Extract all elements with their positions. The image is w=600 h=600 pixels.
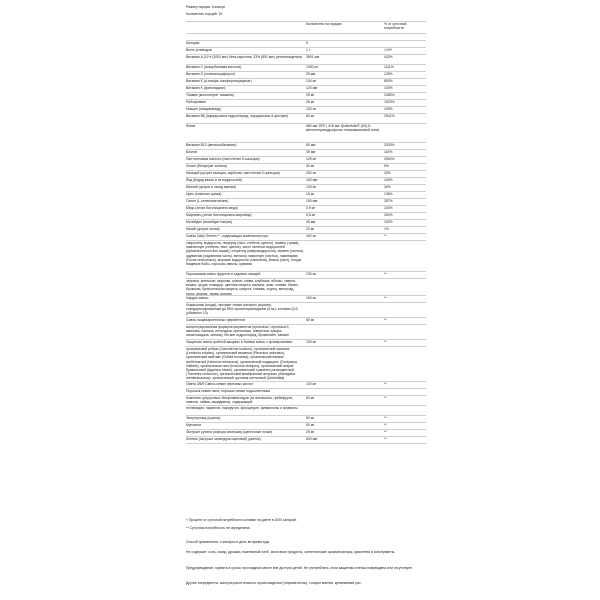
daily-value-percent: 125% [384,72,393,76]
amount-per-serving: 500 мкг [306,437,318,441]
nutrient-name: Молибден (молибдат натрия) [186,220,233,224]
table-row [186,177,426,184]
daily-value-percent: ** [384,382,387,386]
amount-per-serving: 50 мг [306,114,315,118]
nutrient-name: Марганец (хелат бисглицината марганца) [186,213,252,217]
table-row [186,339,426,346]
amount-per-serving: 5 [306,41,308,45]
table-row [186,271,426,278]
nutrient-name: черника, апельсин, морковь, гранат, слива, клубника, яблоко, свекла, вишня, груша, помидор, цветная капуста, малина, асаи, оливки, банан, брокколи, брюссельская капуста, капуста, клюква, огурец, виноград, горох, ананас, тыква, шпинат [186,279,299,296]
daily-value-percent: 5% [384,164,389,168]
nutrient-name: Мунзитол [186,423,202,427]
daily-value-percent: 893% [384,79,393,83]
amount-per-serving: 25 мг [306,430,315,434]
table-row [186,85,426,92]
amount-per-serving: 45 мкг [306,220,316,224]
table-row [186,184,426,191]
table-row [186,415,426,422]
serving-size: Размер порции: 8 капсул [186,5,226,9]
nutrient-name: Цинк (глюконат цинка) [186,192,222,196]
amount-per-serving: 120 мг [306,107,317,111]
nutrient-name: Витамин B6 (пиридоксина гидрохлорид, пиридоксаль-5-фосфат) [186,114,289,118]
nutrient-name: Медь (хелат бисглицината меди) [186,206,238,210]
table-row [186,78,426,85]
daily-value-percent: <1%* [384,48,393,52]
daily-value-percent: ** [384,340,387,344]
nutrient-name: Рибофлавин [186,100,207,104]
table-row [186,47,426,54]
daily-value-percent: ** [384,396,387,400]
amount-per-serving: 150 мкг [306,178,318,182]
table-row [186,123,426,142]
servings-per-container: Количество порций: 15 [186,12,223,16]
table-row [186,106,426,113]
table-row [186,422,426,429]
amount-per-serving: 60 мг [306,396,315,400]
table-row [186,226,426,233]
daily-value-percent: 3333% [384,143,395,147]
daily-value-percent: 2500% [384,157,395,161]
amount-per-serving: 0,9 мг [306,206,316,210]
daily-value-percent: 20% [384,171,391,175]
daily-value-percent: ** [384,437,387,441]
nutrient-name: Кальций (цитрат кальция, карбонат, пантотенат D-кальция) [186,171,280,175]
supplement-facts-table [186,21,426,444]
table-row [186,278,426,295]
nutrient-name: Защитная смесь грибной вакцины и боевая смесь с промерзанием: [186,340,293,344]
table-row [186,71,426,78]
table-row [186,436,426,444]
nutrient-name: спирулину, водоросли, люцерну (лист, стебель, цветок), ячмень (трава), пшеничную (стебель, лист, цветок), хвост зеленых водорослей (Aphanizomenon flos-aquae), хлореллу (микроводоросли), ячмень (листья), одуванчик (надземная часть), мелиссу лимонную (листья), ламинарию (Fucus vesiculosus), морские водоросли (Laminaria), бланш (лист), плоды пищевые бобы, порошок свеклы, крапива [186,241,304,267]
table-row [186,142,426,149]
table-row [186,33,426,40]
table-row [186,324,426,339]
amount-per-serving: 35 мкг [306,150,316,154]
nutrient-name: концентрированная формула ферментов (протеаза I, протеаза II, амилаза, лактаза, пептидаза, целлюлаза, инвертаза, альфа-галактозидаза, липаза), бетаин гидрохлорид, бромелайн, папаин [186,325,290,338]
nutrient-name: Магний (цитрат и оксид магния) [186,185,237,189]
column-header-amount: Количество на порцию [306,22,342,26]
table-row [186,170,426,177]
table-row [186,346,426,381]
nutrient-name: органический рейши (Ganoderma lucidum), органический шиитаке (Lentinula edodes), органический вешенка (Pleurotus ostreatus), органический майтаке (Grifola frondosa), органический ежовик гребенчатый (Hericium erinaceus), органический кордицепс (Cordyceps militaris), органическая чага (Inonotus obliquus), органический агарик бразильский (Agaricus blazei), органический траметес разноцветный (Trametes versicolor), органический мембранный астрагал (Astragalus membranaceus), органический трутовик зонтичный (Umbellata) [186,347,298,381]
nutrient-name: Фолат [186,124,196,128]
table-row [186,149,426,156]
amount-per-serving: 120 мкг [306,86,318,90]
table-row [186,198,426,205]
nutrient-name: Калий (цитрат калия) [186,227,220,231]
table-row [186,405,426,415]
nutrient-name: гесперидин, нарингин, нарирутин, эриоцитрин, флавонолы и флавоны. [186,406,299,410]
amount-per-serving: 125 мг [306,185,317,189]
usage-instructions: Способ применения: 4 капсулы в день во время еды. [186,540,271,544]
daily-value-percent: 100% [384,206,393,210]
nutrient-name: Калории [186,41,200,45]
nutrient-name: Витамин D (холекальциферол) [186,72,235,76]
amount-per-serving: 150 мкг [306,199,318,203]
table-row [186,240,426,271]
table-row [186,54,426,64]
daily-value-percent: 30% [384,185,391,189]
nutrient-name: Пантотеновая кислота (пантотенат D-кальция) [186,157,260,161]
nutrient-name: Экстракт рутина (софора японская) (цветочные почки) [186,430,273,434]
amount-per-serving: 100 мг [306,382,317,386]
amount-per-serving: 15 мг [306,192,315,196]
nutrient-name: Витамин K (фитонадион) [186,86,226,90]
nutrient-name: Витамин B12 (метилкобаламин) [186,143,237,147]
amount-per-serving: 5,8 мг [306,213,316,217]
daily-value-percent: 432% [384,55,393,59]
nutrient-name: Смесь Daily Greens™, содержащая ячменнолистую: [186,234,269,238]
table-row [186,205,426,212]
daily-value-percent: 2083% [384,93,395,97]
table-row [186,212,426,219]
other-ingredients: Другие ингредиенты: капсула растительного происхождения (гипромеллоза), стеарат магния, кремниевый рис. [186,581,362,585]
amount-per-serving: 20 мг [306,227,315,231]
table-row [186,302,426,317]
amount-per-serving: 680 мкг DFE | 418 мкг Quatrefolic® (6S)-5-метилтетрагидрофолат глюкозаминовой соли) [306,124,380,133]
daily-value-percent: 1923% [384,100,395,104]
warning-statement: Предупреждение: хранить в сухом, прохладном месте вне доступа детей. Не употреблять, если защитная пленка повреждена или отсутствует. [186,566,413,570]
amount-per-serving: 50 мг [306,416,315,420]
table-row [186,163,426,170]
nutrient-name: Комплекс цитрусовых биофлавоноидов (из апельсина, грейпфрута, лимона, лайма, мандарина), содержащий: [186,396,294,405]
amount-per-serving: 230 мг [306,272,317,276]
nutrient-name: боярышник (ягоды), экстракт семян косового (кориан), стандартизированный до 95% проантоцианидинов (5 мг), коэнзим Q10 (убихинол 10) [186,303,298,316]
daily-value-percent: ** [384,430,387,434]
footnote-dv: † Процент от суточной потребности основан на диете в 2000 калорий. [186,518,297,522]
table-row [186,156,426,163]
amount-per-serving: 25 мг [306,100,315,104]
nutrient-name: Селен (L-селенометионин) [186,199,229,203]
daily-value-percent: 252% [384,213,393,217]
table-row [186,429,426,436]
table-header-row [186,21,426,33]
table-row [186,381,426,388]
nutrient-name: Биотин [186,150,198,154]
amount-per-serving: 3891 мкг [306,55,320,59]
nutrient-name: Смесь пищеварительных ферментов: [186,318,246,322]
amount-per-serving: 25 мкг [306,72,316,76]
daily-value-percent: 136% [384,192,393,196]
nutrient-name: Йод (йодид калия и из водорослей) [186,178,242,182]
amount-per-serving: 100 мг [306,340,317,344]
table-row [186,388,426,395]
nutrient-name: Омега 3/6/9 Смесь семян зерновых кислот [186,382,254,386]
nutrient-name: Хардис-смесь: [186,296,209,300]
table-row [186,233,426,240]
nutrient-name: Лютеин (экстракт календулы щитовой) (цветок) [186,437,261,441]
footnote-not-established: ** Суточная потребность не определена. [186,526,251,530]
amount-per-serving: 252 мг [306,171,317,175]
daily-value-percent: 287% [384,199,393,203]
amount-per-serving: 1000 мг [306,65,319,69]
daily-value-percent: 100% [384,86,393,90]
table-row [186,113,426,123]
nutrient-name: Витамин A (11% (3000 мкг) бета-каротина, 33% (891 мкг) ретинилацетата) [186,55,303,59]
table-row [186,64,426,71]
amount-per-serving: 50 мг [306,318,315,322]
daily-value-percent: 1% [384,227,389,231]
table-row [186,295,426,302]
table-row [186,99,426,106]
amount-per-serving: 30 мг [306,164,315,168]
nutrient-name: Витамин C (аскорбиновая кислота) [186,65,242,69]
daily-value-percent: 100% [384,178,393,182]
daily-value-percent: ** [384,423,387,427]
amount-per-serving: 160 мг [306,296,317,300]
amount-per-serving: 134 мг [306,79,317,83]
daily-value-percent: 2941% [384,114,395,118]
table-row [186,191,426,198]
nutrient-name: Эноутерозид (корень) [186,416,221,420]
nutrient-name: Холин (битартрат холина) [186,164,227,168]
nutrient-name: Порошок семян льна, порошок семян подсолнечника [186,389,270,393]
column-header-daily-value: % от суточной потребности [384,22,407,31]
daily-value-percent: ** [384,416,387,420]
nutrient-name: Витамин E (d-альфа-токоферилсукцинат) [186,79,252,83]
amount-per-serving: 400 мг [306,234,317,238]
daily-value-percent: ** [384,272,387,276]
table-row [186,317,426,324]
amount-per-serving: 25 мг [306,93,315,97]
table-row [186,219,426,226]
free-from-statement: Не содержит: соль, сахар, дрожжи, пшеничный хлеб, молочные продукты, синтетические ароматизаторы, красители и консерванты. [186,550,396,554]
table-row [186,395,426,405]
table-row [186,40,426,47]
amount-per-serving: 125 мг [306,157,317,161]
table-row [186,92,426,99]
nutrient-name: Всего углеводов [186,48,212,52]
amount-per-serving: 80 мкг [306,143,316,147]
nutrient-name: Тиамин (мононитрат тиамина) [186,93,234,97]
daily-value-percent: ** [384,318,387,322]
amount-per-serving: 1 г [306,48,311,52]
daily-value-percent: 100% [384,107,393,111]
daily-value-percent: 1111% [384,65,394,69]
nutrient-name: Порошковая смесь фруктов и садовых овощей: [186,272,262,276]
daily-value-percent: ** [384,234,387,238]
daily-value-percent: ** [384,296,387,300]
daily-value-percent: 116% [384,150,393,154]
amount-per-serving: 50 мг [306,423,315,427]
nutrient-name: Ниацин (ниацинамид) [186,107,221,111]
daily-value-percent: 100% [384,220,393,224]
